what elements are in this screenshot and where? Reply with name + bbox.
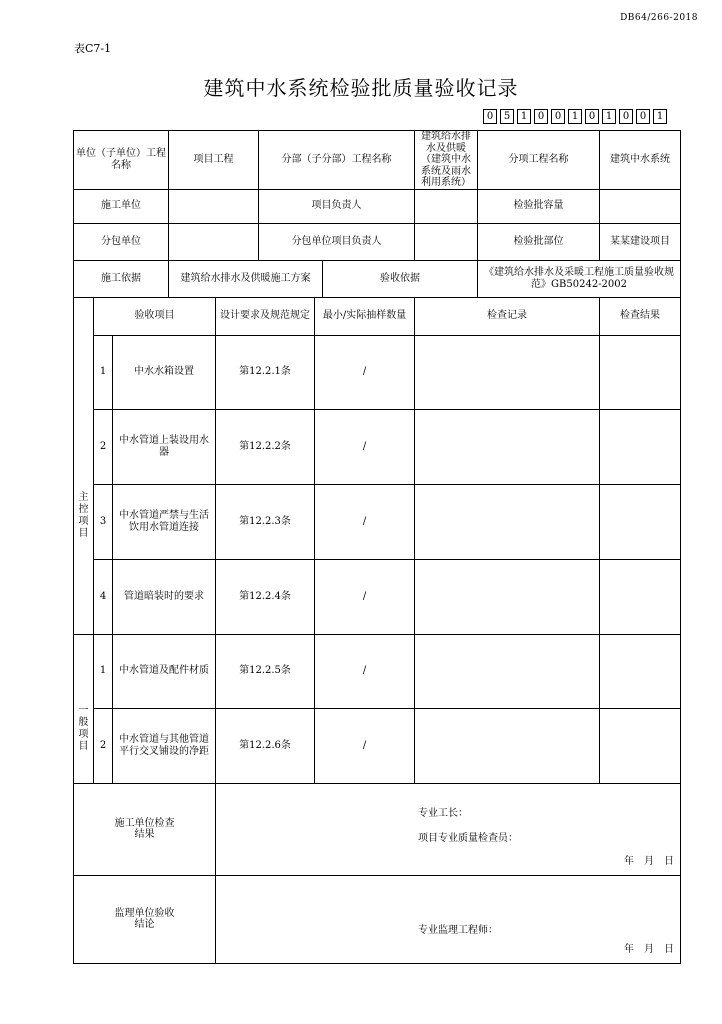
table-row [74, 559, 681, 634]
batch-capacity-label: 检验批容量 [478, 189, 600, 223]
code-digit: 0 [483, 109, 497, 124]
item-sample[interactable]: / [315, 559, 415, 634]
item-record[interactable] [415, 335, 600, 409]
general-group [74, 634, 94, 783]
acceptance-basis-value: 《建筑给水排水及采暖工程施工质量验收规范》GB50242-2002 [478, 260, 681, 297]
code-digit: 0 [534, 109, 548, 124]
inspection-form [73, 130, 681, 964]
code-digit: 0 [551, 109, 565, 124]
foreman-label: 专业工长： [418, 807, 469, 819]
basis-label: 施工依据 [74, 260, 169, 297]
unit-value[interactable]: 项目工程 [169, 131, 259, 190]
construction-result-area[interactable] [216, 783, 681, 875]
col-result: 检查结果 [600, 297, 681, 335]
sub-manager-value[interactable] [415, 223, 478, 260]
item-no: 4 [94, 559, 113, 634]
date-label: 年 月 日 [624, 855, 675, 867]
sub-manager-label: 分包单位项目负责人 [259, 223, 415, 260]
subitem-value[interactable]: 建筑中水系统 [600, 131, 681, 190]
item-no: 2 [94, 409, 113, 484]
code-digit: 0 [636, 109, 650, 124]
item-record[interactable] [415, 708, 600, 783]
code-digit: 1 [653, 109, 667, 124]
code-digit: 1 [602, 109, 616, 124]
construction-result-label: 施工单位检查结果 [74, 783, 216, 875]
item-name: 管道暗装时的要求 [113, 559, 216, 634]
basis-value[interactable]: 建筑给水排水及供暖施工方案 [169, 260, 323, 297]
item-result[interactable] [600, 409, 681, 484]
code-digit: 5 [500, 109, 514, 124]
code-digit: 0 [585, 109, 599, 124]
subitem-label: 分项工程名称 [478, 131, 600, 190]
item-name: 中水管道上装设用水器 [113, 409, 216, 484]
table-row [74, 409, 681, 484]
item-record[interactable] [415, 484, 600, 559]
code-digit: 1 [517, 109, 531, 124]
item-sample[interactable]: / [315, 484, 415, 559]
date-label: 年 月 日 [624, 943, 675, 955]
item-clause: 第12.2.3条 [216, 484, 315, 559]
item-clause: 第12.2.4条 [216, 559, 315, 634]
item-no: 3 [94, 484, 113, 559]
item-sample[interactable]: / [315, 335, 415, 409]
item-sample[interactable]: / [315, 708, 415, 783]
batch-part-label: 检验批部位 [478, 223, 600, 260]
unit-label: 单位（子单位）工程名称 [74, 131, 169, 190]
col-sample: 最小/实际抽样数量 [315, 297, 415, 335]
item-sample[interactable]: / [315, 634, 415, 708]
item-record[interactable] [415, 559, 600, 634]
division-value[interactable]: 建筑给水排水及供暖（建筑中水系统及雨水利用系统） [415, 131, 478, 190]
supervision-row [74, 875, 681, 963]
item-name: 中水管道及配件材质 [113, 634, 216, 708]
supervision-result-label: 监理单位验收结论 [74, 875, 216, 963]
col-record: 检查记录 [415, 297, 600, 335]
item-name: 中水管道严禁与生活饮用水管道连接 [113, 484, 216, 559]
item-no: 2 [94, 708, 113, 783]
item-clause: 第12.2.5条 [216, 634, 315, 708]
supervision-result-area[interactable] [216, 875, 681, 963]
table-row [74, 335, 681, 409]
batch-part-value[interactable]: 某某建设项目 [600, 223, 681, 260]
construction-unit-value[interactable] [169, 189, 259, 223]
item-record[interactable] [415, 409, 600, 484]
col-item: 验收项目 [94, 297, 216, 335]
item-sample[interactable]: / [315, 409, 415, 484]
project-manager-value[interactable] [415, 189, 478, 223]
acceptance-basis-label: 验收依据 [323, 260, 478, 297]
item-clause: 第12.2.1条 [216, 335, 315, 409]
construction-check-row [74, 783, 681, 875]
item-result[interactable] [600, 484, 681, 559]
construction-unit-label: 施工单位 [74, 189, 169, 223]
page-title: 建筑中水系统检验批质量验收记录 [203, 76, 519, 100]
table-row [74, 634, 681, 708]
item-no: 1 [94, 634, 113, 708]
item-no: 1 [94, 335, 113, 409]
general-label: 一般项目 [78, 704, 89, 752]
project-manager-label: 项目负责人 [259, 189, 415, 223]
item-result[interactable] [600, 708, 681, 783]
standard-number: DB64/266-2018 [620, 13, 698, 23]
item-name: 中水管道与其他管道平行交叉铺设的净距 [113, 708, 216, 783]
item-name: 中水水箱设置 [113, 335, 216, 409]
table-row [74, 708, 681, 783]
main-control-label: 主控项目 [78, 491, 89, 539]
code-digit: 1 [568, 109, 582, 124]
supervisor-label: 专业监理工程师： [418, 924, 499, 936]
form-number: 表C7-1 [74, 42, 112, 55]
item-result[interactable] [600, 634, 681, 708]
code-digit: 0 [619, 109, 633, 124]
col-design: 设计要求及规范规定 [216, 297, 315, 335]
item-clause: 第12.2.2条 [216, 409, 315, 484]
subcontractor-label: 分包单位 [74, 223, 169, 260]
qc-inspector-label: 项目专业质量检查员： [418, 832, 519, 844]
item-result[interactable] [600, 559, 681, 634]
division-label: 分部（子分部）工程名称 [259, 131, 415, 190]
table-row [74, 484, 681, 559]
batch-capacity-value[interactable] [600, 189, 681, 223]
item-record[interactable] [415, 634, 600, 708]
main-control-group [74, 297, 94, 634]
item-result[interactable] [600, 335, 681, 409]
code-boxes [483, 109, 670, 124]
subcontractor-value[interactable] [169, 223, 259, 260]
item-clause: 第12.2.6条 [216, 708, 315, 783]
